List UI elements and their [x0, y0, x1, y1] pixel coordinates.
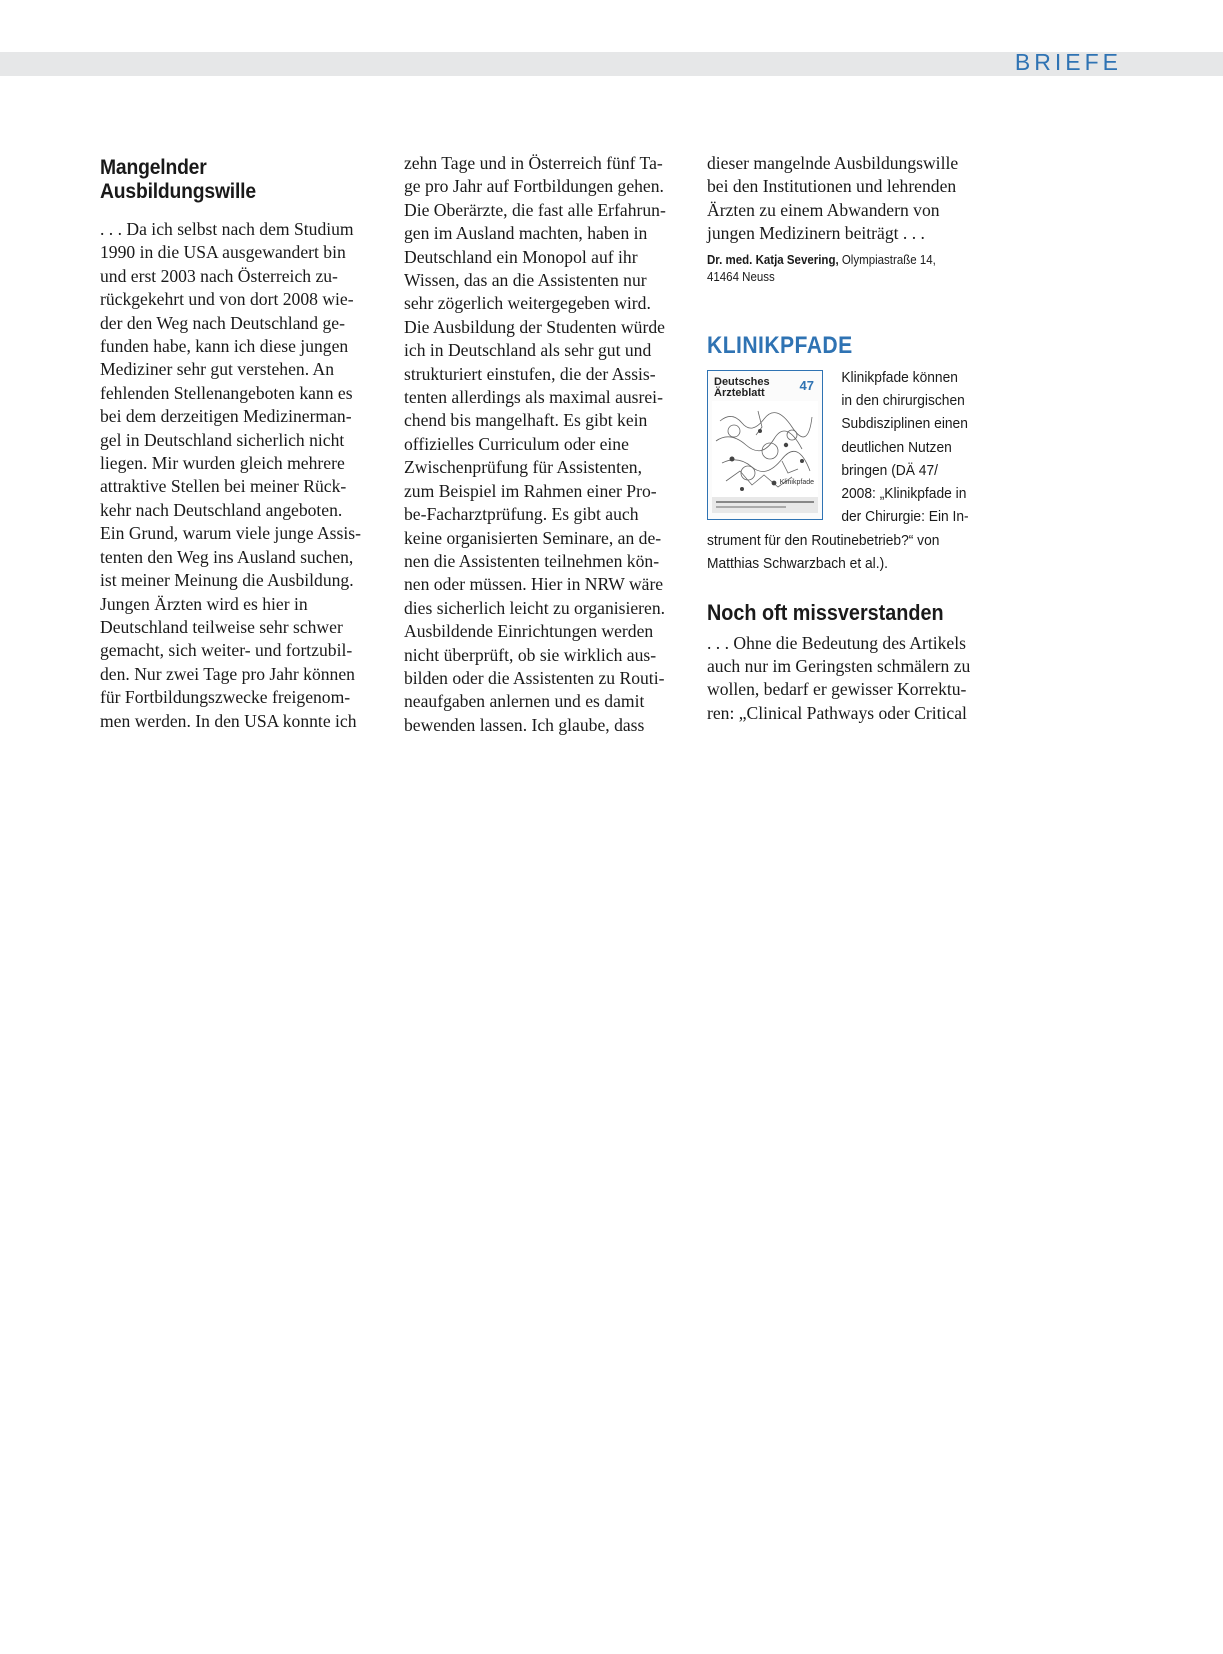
text-line: wollen, bedarf er gewisser Korrektu-	[707, 679, 967, 700]
text-line: ren: „Clinical Pathways oder Critical	[707, 702, 967, 723]
text-line: 2008: „Klinikpfade in	[841, 485, 967, 503]
text-line: ge pro Jahr auf Fortbildungen gehen.	[404, 176, 664, 197]
headline-line: Mangelnder	[100, 156, 207, 179]
text-line: gel in Deutschland sicherlich nicht	[100, 429, 345, 450]
text-line: Ärzten zu einem Abwandern von	[707, 199, 940, 220]
text-line: bewenden lassen. Ich glaube, dass	[404, 714, 645, 735]
column-3	[707, 152, 997, 725]
author-city: 41464 Neuss	[707, 269, 775, 284]
masthead-line: Deutsches	[714, 375, 770, 388]
text-line: fehlenden Stellenangeboten kann es	[100, 382, 353, 403]
column-2	[404, 152, 684, 737]
text-line: offizielles Curriculum oder eine	[404, 433, 629, 454]
letter-body	[100, 218, 380, 733]
text-line: 1990 in die USA ausgewandert bin	[100, 242, 346, 263]
text-line: Die Oberärzte, die fast alle Erfahrun-	[404, 199, 666, 220]
column-1	[100, 150, 380, 733]
text-line: deutlichen Nutzen	[841, 438, 952, 456]
text-line: nen die Assistenten teilnehmen kön-	[404, 550, 660, 571]
text-line: zehn Tage und in Österreich fünf Ta-	[404, 153, 663, 173]
text-line: Zwischenprüfung für Assistenten,	[404, 457, 642, 478]
text-line: bei den Institutionen und lehrenden	[707, 176, 957, 197]
text-line: liegen. Mir wurden gleich mehrere	[100, 453, 345, 474]
text-line: neaufgaben anlernen und es damit	[404, 691, 645, 712]
text-line: in den chirurgischen	[841, 391, 965, 409]
text-line: Klinikpfade können	[841, 368, 958, 386]
masthead-line: Ärzteblatt	[714, 386, 765, 399]
text-line: ich in Deutschland als sehr gut und	[404, 340, 652, 361]
text-line: und erst 2003 nach Österreich zu-	[100, 265, 338, 286]
text-line: Ein Grund, warum viele junge Assis-	[100, 523, 361, 544]
text-line: rückgekehrt und von dort 2008 wie-	[100, 289, 354, 310]
text-line: sehr zögerlich weitergegeben wird.	[404, 293, 651, 314]
text-line: bringen (DÄ 47/	[841, 461, 938, 479]
text-line: strument für den Routinebetrieb?“ von	[707, 531, 940, 549]
text-line: den. Nur zwei Tage pro Jahr können	[100, 663, 355, 684]
text-line: chend bis mangelhaft. Es gibt kein	[404, 410, 648, 431]
text-line: der den Weg nach Deutschland ge-	[100, 312, 345, 333]
text-line: auch nur im Geringsten schmälern zu	[707, 656, 971, 677]
text-line: . . . Ohne die Bedeutung des Artikels	[707, 632, 966, 653]
letter-body-2	[707, 632, 997, 726]
headline-line: Ausbildungswille	[100, 180, 256, 203]
text-line: jungen Medizinern beiträgt . . .	[707, 223, 925, 244]
text-line: ist meiner Meinung die Ausbildung.	[100, 570, 354, 591]
cover-issue-number: 47	[799, 377, 814, 393]
letter-body-end	[707, 152, 997, 246]
text-line: strukturiert einstufen, die der Assis-	[404, 363, 656, 384]
text-line: der Chirurgie: Ein In-	[841, 508, 969, 526]
letter-headline-2: Noch oft missverstanden	[707, 599, 944, 625]
text-line: gen im Ausland machten, haben in	[404, 223, 648, 244]
text-line: dies sicherlich leicht zu organisieren.	[404, 597, 666, 618]
text-line: Jungen Ärzten wird es hier in	[100, 593, 308, 614]
text-line: keine organisierten Seminare, an de-	[404, 527, 662, 548]
cover-feature-label: Klinikpfade	[779, 478, 814, 486]
text-line: . . . Da ich selbst nach dem Studium	[100, 219, 354, 239]
article-teaser	[707, 366, 974, 576]
text-line: Mediziner sehr gut verstehen. An	[100, 359, 335, 380]
letter-headline	[100, 156, 358, 204]
text-line: dieser mangelnde Ausbildungswille	[707, 153, 959, 173]
text-line: Ausbildende Einrichtungen werden	[404, 621, 654, 642]
text-line: nen oder müssen. Hier in NRW wäre	[404, 574, 664, 595]
text-line: für Fortbildungszwecke freigenom-	[100, 687, 351, 708]
text-line: kehr nach Deutschland angeboten.	[100, 499, 343, 520]
section-label: BRIEFE	[1014, 49, 1122, 75]
text-line: Deutschland ein Monopol auf ihr	[404, 246, 638, 267]
text-line: zum Beispiel im Rahmen einer Pro-	[404, 480, 657, 501]
text-line: be-Facharztprüfung. Es gibt auch	[404, 504, 639, 525]
text-line: Deutschland teilweise sehr schwer	[100, 616, 343, 637]
text-line: attraktive Stellen bei meiner Rück-	[100, 476, 347, 497]
text-line: funden habe, kann ich diese jungen	[100, 336, 349, 357]
topic-kicker: KLINIKPFADE	[707, 331, 853, 359]
author-name: Dr. med. Katja Severing,	[707, 252, 839, 267]
text-line: Die Ausbildung der Studenten würde	[404, 316, 665, 337]
text-line: gemacht, sich weiter- und fortzubil-	[100, 640, 353, 661]
text-line: tenten allerdings als maximal ausrei-	[404, 387, 663, 408]
text-line: bilden oder die Assistenten zu Routi-	[404, 667, 665, 688]
author-address: Olympiastraße 14,	[841, 252, 936, 267]
article-reference	[707, 366, 997, 576]
text-line: Matthias Schwarzbach et al.).	[707, 555, 889, 572]
letter-body-continued	[404, 152, 684, 737]
letter-author	[707, 252, 974, 286]
text-line: Wissen, das an die Assistenten nur	[404, 270, 647, 291]
text-line: men werden. In den USA konnte ich	[100, 710, 357, 731]
text-line: tenten den Weg ins Ausland suchen,	[100, 546, 354, 567]
text-line: Subdisziplinen einen	[841, 415, 968, 433]
text-line: bei dem derzeitigen Medizinerman-	[100, 406, 352, 427]
text-line: nicht überprüft, ob sie wirklich aus-	[404, 644, 657, 665]
